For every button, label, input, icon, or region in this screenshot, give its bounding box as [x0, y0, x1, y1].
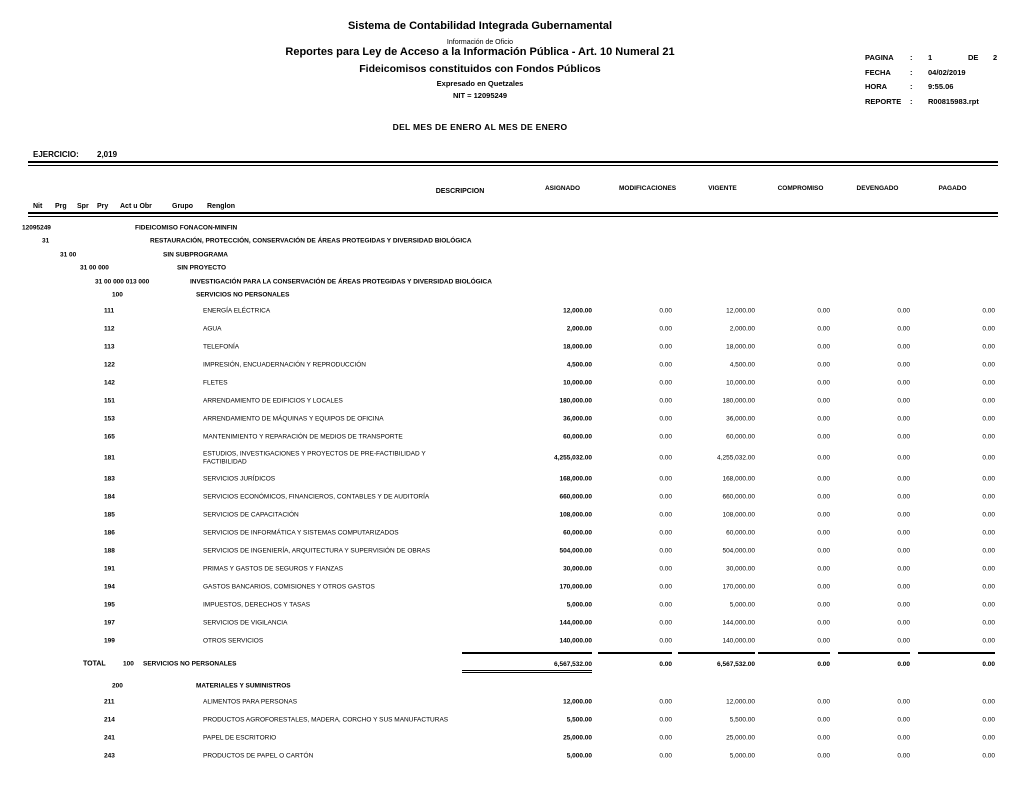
- amount-compromiso: 0.00: [817, 529, 830, 537]
- amount-compromiso: 0.00: [817, 307, 830, 315]
- amount-vigente: 180,000.00: [722, 397, 755, 405]
- code-header-renglon: Renglon: [207, 203, 235, 210]
- amount-asignado: 12,000.00: [563, 698, 592, 705]
- table-row: [0, 374, 1024, 392]
- amount-compromiso: 0.00: [817, 734, 830, 741]
- amount-modificaciones: 0.00: [659, 583, 672, 591]
- report-info-oficio: Información de Oficio: [446, 39, 514, 46]
- meta-fecha: [865, 68, 1020, 83]
- table-row: [0, 289, 1024, 303]
- table-row: [0, 356, 1024, 374]
- amount-vigente: 12,000.00: [726, 698, 755, 705]
- code-header-spr: Spr: [77, 203, 89, 210]
- amount-compromiso: 0.00: [817, 511, 830, 519]
- amount-modificaciones: 0.00: [659, 716, 672, 723]
- amount-pagado: 0.00: [982, 547, 995, 555]
- row-code: 100: [123, 660, 134, 668]
- amount-compromiso: 0.00: [817, 716, 830, 723]
- amount-devengado: 0.00: [838, 652, 910, 668]
- row-code: 195: [104, 601, 115, 609]
- amount-devengado: 0.00: [897, 343, 910, 351]
- amount-modificaciones: 0.00: [659, 752, 672, 759]
- amount-modificaciones: 0.00: [659, 619, 672, 627]
- row-code: 111: [104, 307, 115, 315]
- amount-modificaciones: 0.00: [598, 652, 672, 668]
- amount-compromiso: 0.00: [817, 619, 830, 627]
- amount-asignado: 6,567,532.00: [462, 652, 592, 673]
- amount-asignado: 25,000.00: [563, 734, 592, 741]
- row-code: 183: [104, 475, 115, 483]
- column-header-devengado: DEVENGADO: [856, 185, 899, 192]
- amount-asignado: 504,000.00: [559, 547, 592, 555]
- table-row: [0, 542, 1024, 560]
- row-description: IMPUESTOS, DERECHOS Y TASAS: [203, 601, 311, 609]
- amount-pagado: 0.00: [982, 511, 995, 519]
- amount-modificaciones: 0.00: [659, 601, 672, 609]
- amount-vigente: 25,000.00: [726, 734, 755, 741]
- table-row: [0, 392, 1024, 410]
- amount-pagado: 0.00: [982, 475, 995, 483]
- amount-devengado: 0.00: [897, 307, 910, 315]
- pagina-label: PAGINA: [865, 53, 894, 62]
- amount-modificaciones: 0.00: [659, 493, 672, 501]
- amount-asignado: 180,000.00: [559, 397, 592, 405]
- amount-vigente: 144,000.00: [722, 619, 755, 627]
- report-subtitle-fideicomisos: Fideicomisos constituidos con Fondos Públicos: [359, 63, 601, 75]
- reporte-value: R00815983.rpt: [928, 96, 979, 106]
- table-row: [0, 235, 1024, 249]
- amount-compromiso: 0.00: [817, 379, 830, 387]
- reporte-colon: :: [910, 96, 913, 106]
- table-row: [0, 320, 1024, 338]
- amount-vigente: 60,000.00: [726, 433, 755, 441]
- ejercicio-value: 2,019: [97, 150, 118, 159]
- table-row: [0, 262, 1024, 276]
- amount-modificaciones: 0.00: [659, 511, 672, 519]
- amount-asignado: 5,000.00: [566, 601, 592, 609]
- row-code: 188: [104, 547, 115, 555]
- amount-compromiso: 0.00: [817, 361, 830, 369]
- amount-vigente: 168,000.00: [722, 475, 755, 483]
- amount-asignado: 30,000.00: [563, 565, 592, 573]
- amount-devengado: 0.00: [897, 475, 910, 483]
- meta-pagina: [865, 53, 1020, 68]
- row-code: 199: [104, 637, 115, 645]
- total-label: TOTAL: [83, 660, 106, 668]
- amount-modificaciones: 0.00: [659, 343, 672, 351]
- amount-pagado: 0.00: [982, 343, 995, 351]
- amount-vigente: 4,500.00: [729, 361, 755, 369]
- amount-devengado: 0.00: [897, 493, 910, 501]
- amount-vigente: 504,000.00: [722, 547, 755, 555]
- row-description: SIN PROYECTO: [177, 264, 227, 272]
- table-row: [0, 614, 1024, 632]
- amount-asignado: 140,000.00: [559, 637, 592, 645]
- amount-devengado: 0.00: [897, 433, 910, 441]
- row-code: 113: [104, 343, 115, 351]
- amount-modificaciones: 0.00: [659, 565, 672, 573]
- table-row: [0, 747, 1024, 765]
- row-description: SERVICIOS DE INFORMÁTICA Y SISTEMAS COMPUTARIZADOS: [203, 529, 399, 537]
- amount-modificaciones: 0.00: [659, 433, 672, 441]
- table-row: [0, 410, 1024, 428]
- row-description: SERVICIOS NO PERSONALES: [196, 291, 290, 299]
- table-row: [0, 596, 1024, 614]
- amount-asignado: 18,000.00: [563, 343, 592, 351]
- row-description: SERVICIOS ECONÓMICOS, FINANCIEROS, CONTABLES Y DE AUDITORÍA: [203, 493, 430, 501]
- amount-pagado: 0.00: [982, 601, 995, 609]
- amount-asignado: 60,000.00: [563, 529, 592, 537]
- row-description: AGUA: [203, 325, 222, 333]
- amount-modificaciones: 0.00: [659, 529, 672, 537]
- table-row: [0, 470, 1024, 488]
- row-description: PAPEL DE ESCRITORIO: [203, 734, 277, 741]
- pagina-de: DE: [968, 53, 979, 62]
- row-code: 112: [104, 325, 115, 333]
- amount-pagado: 0.00: [982, 752, 995, 759]
- meta-hora: [865, 82, 1020, 97]
- amount-compromiso: 0.00: [817, 493, 830, 501]
- table-row: [0, 506, 1024, 524]
- amount-asignado: 660,000.00: [559, 493, 592, 501]
- column-header-pagado: PAGADO: [938, 185, 967, 192]
- amount-vigente: 5,500.00: [729, 716, 755, 723]
- amount-devengado: 0.00: [897, 601, 910, 609]
- amount-modificaciones: 0.00: [659, 637, 672, 645]
- table-row: [0, 524, 1024, 542]
- row-description: IMPRESIÓN, ENCUADERNACIÓN Y REPRODUCCIÓN: [203, 361, 367, 369]
- amount-asignado: 4,500.00: [566, 361, 592, 369]
- amount-vigente: 5,000.00: [729, 601, 755, 609]
- nit-value: NIT = 12095249: [453, 91, 507, 100]
- row-description: OTROS SERVICIOS: [203, 637, 264, 645]
- amount-asignado: 5,500.00: [566, 716, 592, 723]
- amount-vigente: 5,000.00: [729, 752, 755, 759]
- amount-compromiso: 0.00: [758, 652, 830, 668]
- row-code: 31 00: [60, 251, 77, 259]
- amount-pagado: 0.00: [982, 529, 995, 537]
- table-row: [0, 338, 1024, 356]
- report-meta: [865, 53, 1020, 111]
- row-description: TELEFONÍA: [203, 343, 240, 351]
- amount-asignado: 36,000.00: [563, 415, 592, 423]
- row-description: PRIMAS Y GASTOS DE SEGUROS Y FIANZAS: [203, 565, 343, 573]
- amount-modificaciones: 0.00: [659, 415, 672, 423]
- table-row: [0, 578, 1024, 596]
- amount-vigente: 12,000.00: [726, 307, 755, 315]
- amount-pagado: 0.00: [982, 637, 995, 645]
- amount-asignado: 10,000.00: [563, 379, 592, 387]
- row-description: PRODUCTOS DE PAPEL O CARTÓN: [203, 752, 314, 759]
- table-row: [0, 632, 1024, 650]
- column-header-modificaciones: MODIFICACIONES: [618, 185, 677, 192]
- amount-modificaciones: 0.00: [659, 734, 672, 741]
- amount-vigente: 6,567,532.00: [678, 652, 755, 668]
- amount-modificaciones: 0.00: [659, 454, 672, 462]
- row-code: 184: [104, 493, 115, 501]
- report-period: DEL MES DE ENERO AL MES DE ENERO: [392, 122, 568, 132]
- amount-modificaciones: 0.00: [659, 397, 672, 405]
- amount-vigente: 170,000.00: [722, 583, 755, 591]
- fecha-label: FECHA: [865, 67, 891, 77]
- amount-pagado: 0.00: [982, 619, 995, 627]
- table-row: [0, 729, 1024, 747]
- divider-top: [28, 161, 998, 166]
- row-code: 151: [104, 397, 115, 405]
- amount-pagado: 0.00: [982, 565, 995, 573]
- amount-modificaciones: 0.00: [659, 325, 672, 333]
- row-description: PRODUCTOS AGROFORESTALES, MADERA, CORCHO Y SUS MANUFACTURAS: [203, 716, 449, 723]
- amount-modificaciones: 0.00: [659, 379, 672, 387]
- amount-compromiso: 0.00: [817, 325, 830, 333]
- row-code: 197: [104, 619, 115, 627]
- amount-asignado: 12,000.00: [563, 307, 592, 315]
- amount-compromiso: 0.00: [817, 475, 830, 483]
- amount-modificaciones: 0.00: [659, 475, 672, 483]
- ejercicio-label: EJERCICIO:: [33, 150, 79, 159]
- table-row: [0, 560, 1024, 578]
- meta-reporte: [865, 97, 1020, 112]
- row-code: 185: [104, 511, 115, 519]
- amount-devengado: 0.00: [897, 565, 910, 573]
- amount-devengado: 0.00: [897, 583, 910, 591]
- hora-value: 9:55.06: [928, 82, 954, 91]
- amount-compromiso: 0.00: [817, 565, 830, 573]
- amount-vigente: 660,000.00: [722, 493, 755, 501]
- amount-pagado: 0.00: [982, 716, 995, 723]
- amount-pagado: 0.00: [982, 397, 995, 405]
- amount-vigente: 10,000.00: [726, 379, 755, 387]
- amount-modificaciones: 0.00: [659, 698, 672, 705]
- amount-devengado: 0.00: [897, 397, 910, 405]
- reporte-label: REPORTE: [865, 96, 902, 106]
- report-title: Sistema de Contabilidad Integrada Gubernamental: [347, 20, 613, 32]
- row-code: 200: [112, 682, 123, 690]
- amount-asignado: 5,000.00: [566, 752, 592, 759]
- table-row: [0, 711, 1024, 729]
- row-description: INVESTIGACIÓN PARA LA CONSERVACIÓN DE ÁREAS PROTEGIDAS Y DIVERSIDAD BIOLÓGICA: [190, 278, 492, 286]
- row-description: SERVICIOS DE INGENIERÍA, ARQUITECTURA Y SUPERVISIÓN DE OBRAS: [203, 547, 431, 555]
- row-description: MATERIALES Y SUMINISTROS: [196, 682, 291, 690]
- table-row: [0, 446, 1024, 470]
- row-description: ARRENDAMIENTO DE EDIFICIOS Y LOCALES: [203, 397, 343, 405]
- row-description: SIN SUBPROGRAMA: [163, 251, 229, 259]
- fecha-value: 04/02/2019: [928, 67, 966, 77]
- amount-pagado: 0.00: [982, 379, 995, 387]
- amount-asignado: 108,000.00: [559, 511, 592, 519]
- pagina-total: 2: [993, 53, 998, 62]
- row-code: 31 00 000: [80, 264, 109, 272]
- row-description: SERVICIOS NO PERSONALES: [143, 660, 237, 668]
- amount-pagado: 0.00: [982, 307, 995, 315]
- table-row: [0, 679, 1024, 693]
- amount-pagado: 0.00: [982, 698, 995, 705]
- amount-devengado: 0.00: [897, 529, 910, 537]
- amount-compromiso: 0.00: [817, 343, 830, 351]
- amount-pagado: 0.00: [918, 652, 995, 668]
- amount-asignado: 168,000.00: [559, 475, 592, 483]
- report-table-body: [0, 221, 1024, 765]
- amount-compromiso: 0.00: [817, 583, 830, 591]
- row-code: 31 00 000 013 000: [95, 278, 150, 286]
- amount-asignado: 170,000.00: [559, 583, 592, 591]
- amount-devengado: 0.00: [897, 752, 910, 759]
- amount-pagado: 0.00: [982, 734, 995, 741]
- amount-vigente: 4,255,032.00: [717, 454, 755, 462]
- amount-vigente: 30,000.00: [726, 565, 755, 573]
- row-code: 122: [104, 361, 115, 369]
- amount-compromiso: 0.00: [817, 752, 830, 759]
- table-row: [0, 275, 1024, 289]
- amount-pagado: 0.00: [982, 325, 995, 333]
- amount-compromiso: 0.00: [817, 454, 830, 462]
- table-row: [0, 428, 1024, 446]
- row-code: 142: [104, 379, 115, 387]
- group-total-row: [0, 652, 1024, 676]
- row-description: FIDEICOMISO FONACON-MINFIN: [135, 224, 238, 232]
- amount-pagado: 0.00: [982, 454, 995, 462]
- row-description: ENERGÍA ELÉCTRICA: [203, 307, 271, 315]
- row-description: MANTENIMIENTO Y REPARACIÓN DE MEDIOS DE TRANSPORTE: [203, 433, 403, 441]
- amount-asignado: 144,000.00: [559, 619, 592, 627]
- amount-devengado: 0.00: [897, 325, 910, 333]
- amount-compromiso: 0.00: [817, 698, 830, 705]
- row-code: 31: [42, 237, 50, 245]
- amount-vigente: 18,000.00: [726, 343, 755, 351]
- amount-compromiso: 0.00: [817, 547, 830, 555]
- hora-colon: :: [910, 82, 913, 91]
- amount-compromiso: 0.00: [817, 397, 830, 405]
- amount-devengado: 0.00: [897, 379, 910, 387]
- table-row: [0, 488, 1024, 506]
- amount-compromiso: 0.00: [817, 637, 830, 645]
- row-code: 181: [104, 454, 115, 462]
- code-header-actuobr: Act u Obr: [120, 203, 152, 210]
- pagina-value: 1: [928, 53, 933, 62]
- amount-devengado: 0.00: [897, 637, 910, 645]
- code-header-grupo: Grupo: [172, 203, 193, 210]
- amount-vigente: 108,000.00: [722, 511, 755, 519]
- amount-devengado: 0.00: [897, 511, 910, 519]
- amount-devengado: 0.00: [897, 415, 910, 423]
- column-header-descripcion: DESCRIPCION: [435, 188, 485, 195]
- amount-devengado: 0.00: [897, 547, 910, 555]
- amount-devengado: 0.00: [897, 698, 910, 705]
- amount-asignado: 2,000.00: [566, 325, 592, 333]
- amount-devengado: 0.00: [897, 361, 910, 369]
- row-description: ESTUDIOS, INVESTIGACIONES Y PROYECTOS DE PRE-FACTIBILIDAD Y FACTIBILIDAD: [203, 450, 426, 465]
- row-code: 186: [104, 529, 115, 537]
- amount-pagado: 0.00: [982, 583, 995, 591]
- amount-vigente: 140,000.00: [722, 637, 755, 645]
- amount-vigente: 36,000.00: [726, 415, 755, 423]
- report-subtitle-law: Reportes para Ley de Acceso a la Información Pública - Art. 10 Numeral 21: [285, 46, 675, 58]
- row-code: 211: [104, 698, 115, 705]
- column-header-vigente: VIGENTE: [708, 185, 737, 192]
- amount-devengado: 0.00: [897, 716, 910, 723]
- code-header-nit: Nit: [33, 203, 43, 210]
- column-header-compromiso: COMPROMISO: [777, 185, 824, 192]
- row-code: 12095249: [22, 224, 51, 232]
- row-description: FLETES: [203, 379, 228, 387]
- table-row: [0, 221, 1024, 235]
- amount-compromiso: 0.00: [817, 433, 830, 441]
- amount-compromiso: 0.00: [817, 601, 830, 609]
- amount-devengado: 0.00: [897, 619, 910, 627]
- row-code: 100: [112, 291, 123, 299]
- row-description: ARRENDAMIENTO DE MÁQUINAS Y EQUIPOS DE OFICINA: [203, 415, 384, 423]
- currency-note: Expresado en Quetzales: [436, 79, 524, 88]
- amount-vigente: 60,000.00: [726, 529, 755, 537]
- row-description: SERVICIOS JURÍDICOS: [203, 475, 276, 483]
- row-description: RESTAURACIÓN, PROTECCIÓN, CONSERVACIÓN DE ÁREAS PROTEGIDAS Y DIVERSIDAD BIOLÓGICA: [150, 237, 472, 245]
- divider-header: [28, 212, 998, 217]
- row-description: SERVICIOS DE CAPACITACIÓN: [203, 511, 299, 519]
- row-code: 153: [104, 415, 115, 423]
- amount-devengado: 0.00: [897, 734, 910, 741]
- amount-pagado: 0.00: [982, 433, 995, 441]
- code-header-pry: Pry: [97, 203, 109, 210]
- pagina-colon: :: [910, 53, 913, 62]
- row-code: 194: [104, 583, 115, 591]
- row-description: ALIMENTOS PARA PERSONAS: [203, 698, 298, 705]
- amount-pagado: 0.00: [982, 361, 995, 369]
- amount-modificaciones: 0.00: [659, 361, 672, 369]
- row-description: GASTOS BANCARIOS, COMISIONES Y OTROS GASTOS: [203, 583, 375, 591]
- row-code: 214: [104, 716, 115, 723]
- row-description: SERVICIOS DE VIGILANCIA: [203, 619, 288, 627]
- amount-modificaciones: 0.00: [659, 307, 672, 315]
- amount-compromiso: 0.00: [817, 415, 830, 423]
- table-row: [0, 248, 1024, 262]
- table-row: [0, 302, 1024, 320]
- amount-modificaciones: 0.00: [659, 547, 672, 555]
- amount-asignado: 60,000.00: [563, 433, 592, 441]
- amount-pagado: 0.00: [982, 415, 995, 423]
- code-header-prg: Prg: [55, 203, 67, 210]
- column-header-asignado: ASIGNADO: [544, 185, 581, 192]
- amount-devengado: 0.00: [897, 454, 910, 462]
- row-code: 165: [104, 433, 115, 441]
- table-row: [0, 693, 1024, 711]
- row-code: 241: [104, 734, 115, 741]
- fecha-colon: :: [910, 67, 913, 77]
- row-code: 191: [104, 565, 115, 573]
- amount-pagado: 0.00: [982, 493, 995, 501]
- row-code: 243: [104, 752, 115, 759]
- amount-vigente: 2,000.00: [729, 325, 755, 333]
- amount-asignado: 4,255,032.00: [554, 454, 592, 462]
- hora-label: HORA: [865, 82, 888, 91]
